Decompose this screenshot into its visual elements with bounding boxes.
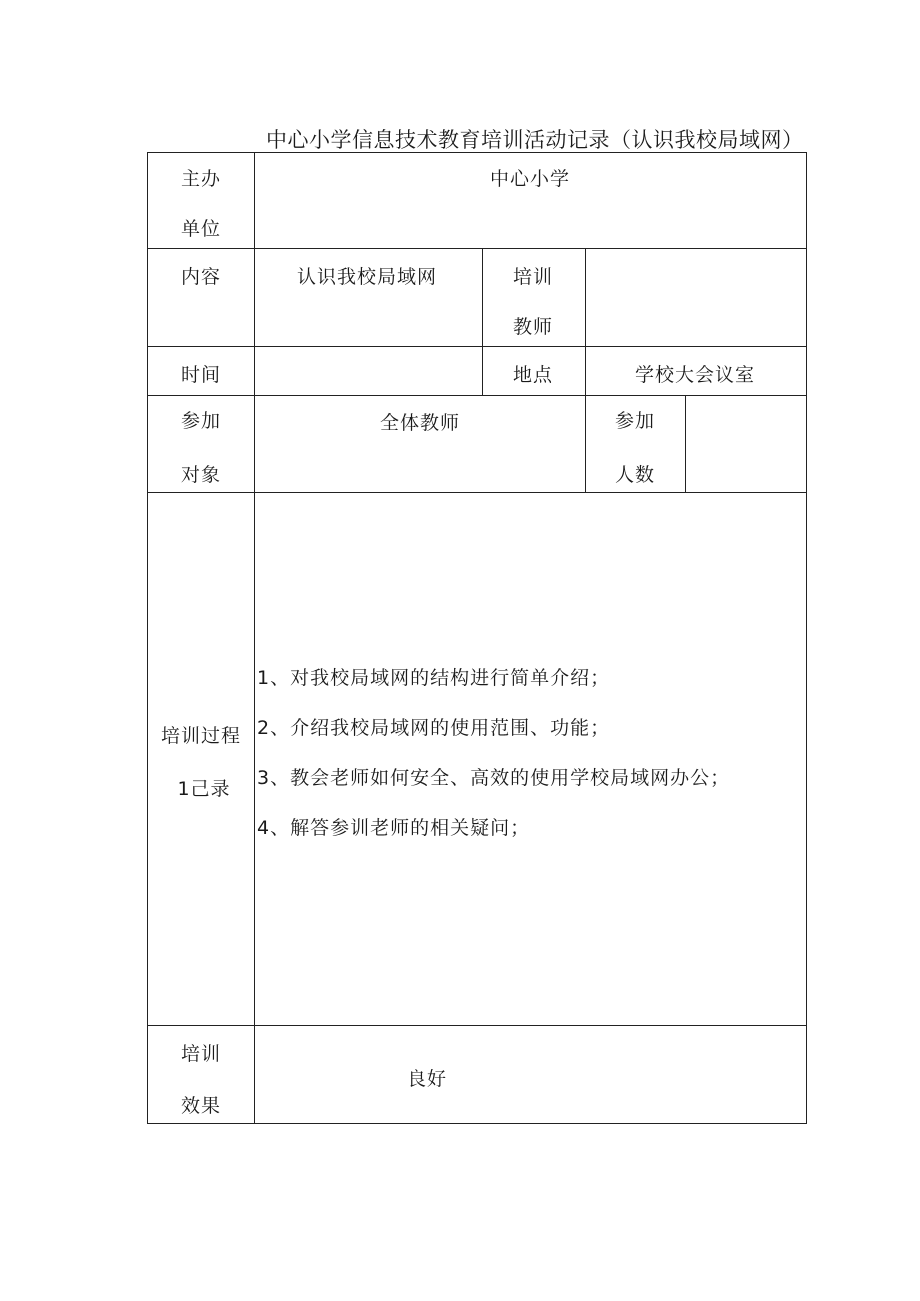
row-divider (147, 346, 807, 347)
effect-label-line1: 培训 (180, 1043, 222, 1065)
time-label: 时间 (180, 364, 222, 386)
organizer-label-line1: 主办 (180, 168, 222, 190)
table-border-right (806, 152, 807, 1124)
trainer-label-line1: 培训 (512, 266, 554, 288)
column-divider (585, 395, 586, 492)
location-label: 地点 (512, 364, 554, 386)
participants-label-line1: 参加 (180, 410, 222, 432)
trainer-label-line2: 教师 (512, 316, 554, 338)
process-label-line2: 1己录 (177, 778, 231, 800)
organizer-value: 中心小学 (489, 168, 571, 190)
label-column-divider (254, 152, 255, 1124)
participants-label-line2: 对象 (180, 464, 222, 486)
table-border-top (147, 152, 807, 153)
content-value: 认识我校局域网 (296, 266, 438, 288)
location-value: 学校大会议室 (634, 364, 756, 386)
content-label: 内容 (180, 266, 222, 288)
participants-value: 全体教师 (379, 412, 461, 434)
effect-value: 良好 (406, 1068, 448, 1090)
column-divider (685, 395, 686, 492)
row-divider (147, 395, 807, 396)
column-divider (482, 248, 483, 395)
count-label-line1: 参加 (614, 410, 656, 432)
table-border-left (147, 152, 148, 1124)
row-divider (147, 248, 807, 249)
process-item: 1、对我校局域网的结构进行简单介绍； (257, 667, 611, 689)
document-title: 中心小学信息技术教育培训活动记录（认识我校局域网） (266, 128, 804, 152)
effect-label-line2: 效果 (180, 1095, 222, 1117)
column-divider (585, 248, 586, 395)
organizer-label-line2: 单位 (180, 218, 222, 240)
process-item: 3、教会老师如何安全、高效的使用学校局域网办公； (257, 767, 731, 789)
count-label-line2: 人数 (614, 464, 656, 486)
process-label-line1: 培训过程 (160, 725, 242, 747)
process-item: 2、介绍我校局域网的使用范围、功能； (257, 717, 611, 739)
row-divider (147, 1025, 807, 1026)
process-item: 4、解答参训老师的相关疑问； (257, 817, 531, 839)
row-divider (147, 492, 807, 493)
table-border-bottom (147, 1123, 807, 1124)
